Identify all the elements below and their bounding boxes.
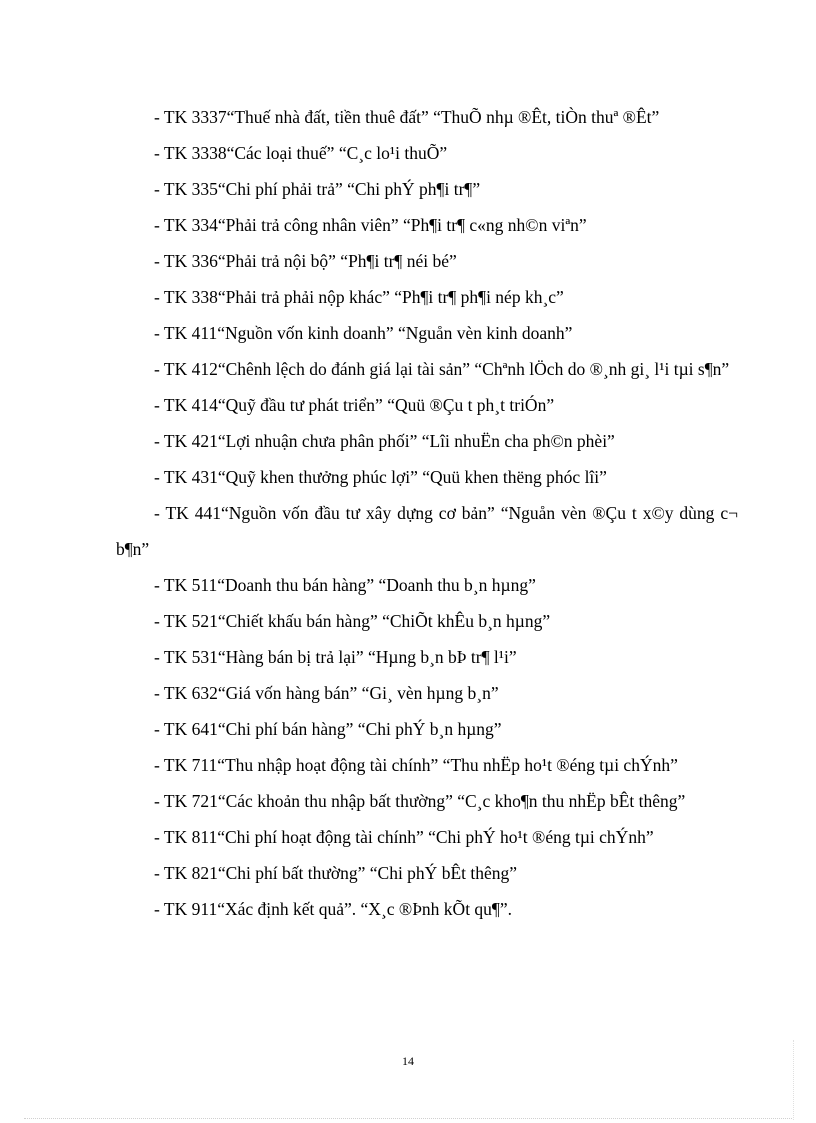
page-bottom-border (24, 1118, 792, 1119)
account-line: - TK 711“Thu nhập hoạt động tài chính” “Thu nhËp ho¹t ®éng tµi chÝnh” (154, 755, 678, 775)
account-line: - TK 414“Quỹ đầu tư phát triển” “Quü ®Çu t ph¸t triÓn” (154, 395, 555, 415)
account-line: - TK 412“Chênh lệch do đánh giá lại tài sản” “Chªnh lÖch do ®¸nh gi¸ l¹i tµi s¶n” (154, 359, 730, 379)
account-line: - TK 511“Doanh thu bán hàng” “Doanh thu b¸n hµng” (154, 575, 536, 595)
account-line: - TK 521“Chiết khấu bán hàng” “ChiÕt khÊu b¸n hµng” (154, 611, 551, 631)
account-line: - TK 338“Phải trả phải nộp khác” “Ph¶i tr¶ ph¶i nép kh¸c” (154, 287, 564, 307)
account-line: - TK 3337“Thuế nhà đất, tiền thuê đất” “ThuÕ nhµ ®Êt, tiÒn thuª ®Êt” (154, 107, 660, 127)
account-line: - TK 641“Chi phí bán hàng” “Chi phÝ b¸n hµng” (154, 719, 502, 739)
account-line: - TK 911“Xác định kết quả”. “X¸c ®Þnh kÕt qu¶”. (154, 899, 513, 919)
account-line: - TK 334“Phải trả công nhân viên” “Ph¶i tr¶ c«ng nh©n viªn” (154, 215, 587, 235)
account-line: - TK 821“Chi phí bất thường” “Chi phÝ bÊt thêng” (154, 863, 518, 883)
account-line: - TK 811“Chi phí hoạt động tài chính” “Chi phÝ ho¹t ®éng tµi chÝnh” (154, 827, 654, 847)
account-line: - TK 721“Các khoản thu nhập bất thường” “C¸c kho¶n thu nhËp bÊt thêng” (154, 791, 686, 811)
account-line: - TK 335“Chi phí phải trả” “Chi phÝ ph¶i tr¶” (154, 179, 481, 199)
account-line: - TK 441“Nguồn vốn đầu tư xây dựng cơ bản” “Nguån vèn ®Çu t x©y dùng c¬ b¶n” (116, 503, 738, 559)
account-line: - TK 411“Nguồn vốn kinh doanh” “Nguån vèn kinh doanh” (154, 323, 573, 343)
account-line: - TK 531“Hàng bán bị trả lại” “Hµng b¸n bÞ tr¶ l¹i” (154, 647, 517, 667)
account-line: - TK 3338“Các loại thuế” “C¸c lo¹i thuÕ” (154, 143, 448, 163)
page-number: 14 (402, 1054, 414, 1068)
account-line: - TK 632“Giá vốn hàng bán” “Gi¸ vèn hµng b¸n” (154, 683, 499, 703)
page-right-border (793, 1040, 794, 1120)
account-list (116, 99, 738, 927)
account-line: - TK 431“Quỹ khen thưởng phúc lợi” “Quü khen thëng phóc lîi” (154, 467, 607, 487)
account-line: - TK 421“Lợi nhuận chưa phân phối” “Lîi nhuËn cha ph©n phèi” (154, 431, 615, 451)
account-line: - TK 336“Phải trả nội bộ” “Ph¶i tr¶ néi bé” (154, 251, 457, 271)
